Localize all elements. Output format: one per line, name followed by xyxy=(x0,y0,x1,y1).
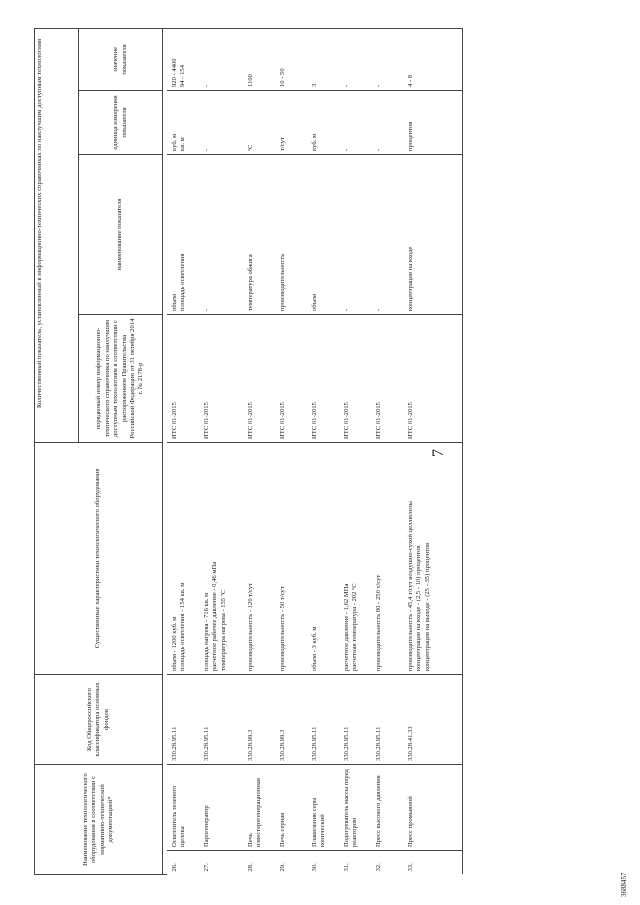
indicator-value: 4 - 8 xyxy=(406,28,463,90)
okof-code: 330.28.99.3 xyxy=(278,674,310,764)
equipment-name: Пресс высокого давления xyxy=(374,764,406,850)
header-indicator-name: наименование показателя xyxy=(79,154,163,314)
row-number: 31. xyxy=(343,863,350,872)
indicator-value: 1100 xyxy=(246,28,278,90)
okof-code: 330.28.41.33 xyxy=(406,674,463,764)
indicator-unit: ºС xyxy=(246,90,278,154)
table-row xyxy=(406,28,463,874)
indicator-value: 920 - 4400 94 - 154 xyxy=(167,28,202,90)
table-row xyxy=(310,28,342,874)
equipment-characteristics: объем - 1200 куб. м площадь осветления - 154 кв. м xyxy=(167,442,202,674)
indicator-unit: - xyxy=(374,90,406,154)
equipment-name: Печь известерегенерационная xyxy=(246,764,278,850)
indicator-unit: - xyxy=(202,90,246,154)
header-okof-code: Код Общероссийского классификатора основных фондов xyxy=(35,674,163,764)
handbook-number: ИТС 01-2015 xyxy=(374,314,406,442)
header-handbook-number: порядковый номер информационно-технического справочника по наилучшим доступным технологиям в соответствии с распоряжением Правительства Российской Федерации от 31 октября 2014 г. № 2178-р xyxy=(79,314,163,442)
indicator-name: производительность xyxy=(278,154,310,314)
header-unit: единица измерения показателя xyxy=(79,90,163,154)
equipment-characteristics: объем - 3 куб. м xyxy=(310,442,342,674)
table-row xyxy=(167,28,202,874)
indicator-name: объем xyxy=(310,154,342,314)
table-row xyxy=(246,28,278,874)
page-number: 7 xyxy=(430,449,447,457)
indicator-unit: - xyxy=(342,90,374,154)
header-equipment-name: Наименование технологического оборудования в соответствии с нормативно-технической документацией* xyxy=(35,764,163,874)
handbook-number: ИТС 01-2015 xyxy=(342,314,374,442)
document-id: 3688457 xyxy=(620,872,628,897)
indicator-unit: процентов xyxy=(406,90,463,154)
table-row xyxy=(374,28,406,874)
row-number: 32. xyxy=(375,863,382,872)
okof-code: 330.28.95.11 xyxy=(167,674,202,764)
equipment-characteristics: производительность 80 - 250 т/сут xyxy=(374,442,406,674)
equipment-characteristics: площадь нагрева - 716 кв. м расчетное рабочее давление - 0,46 мПа температура нагрева - 155 ºС xyxy=(202,442,246,674)
handbook-number: ИТС 01-2015 xyxy=(278,314,310,442)
handbook-number: ИТС 01-2015 xyxy=(310,314,342,442)
indicator-name: - xyxy=(342,154,374,314)
indicator-value: - xyxy=(202,28,246,90)
header-value: значение показателя xyxy=(79,28,163,90)
row-number: 30. xyxy=(311,863,318,872)
row-number: 27. xyxy=(203,863,210,872)
indicator-name: концентрация на входе xyxy=(406,154,463,314)
okof-code: 330.28.95.11 xyxy=(342,674,374,764)
indicator-name: - xyxy=(374,154,406,314)
row-number: 28. xyxy=(247,863,254,872)
handbook-number: ИТС 01-2015 xyxy=(246,314,278,442)
equipment-characteristics: производительность - 45,4 т/сут воздушно-сухой целлюлозы концентрация на входе - (2,5 - 10) процентов концентрация на выходе - (25 - 35) процентов xyxy=(406,442,463,674)
equipment-table xyxy=(34,28,463,875)
handbook-number: ИТС 01-2015 xyxy=(167,314,202,442)
okof-code: 330.28.95.11 xyxy=(374,674,406,764)
indicator-value: - xyxy=(342,28,374,90)
indicator-name: температура обжига xyxy=(246,154,278,314)
okof-code: 330.28.95.11 xyxy=(310,674,342,764)
table-row xyxy=(342,28,374,874)
equipment-name: Печь серная xyxy=(278,764,310,850)
row-number: 26. xyxy=(171,863,178,872)
indicator-unit: куб. м кв. м xyxy=(167,90,202,154)
row-number: 33. xyxy=(406,851,463,875)
equipment-name: Подогреватель массы перед реактором xyxy=(342,764,374,850)
indicator-value: - xyxy=(374,28,406,90)
indicator-value: 3 xyxy=(310,28,342,90)
equipment-name: Осветлитель зеленого щелока xyxy=(167,764,202,850)
equipment-name: Парогенератор xyxy=(202,764,246,850)
equipment-characteristics: производительность - 120 т/сут xyxy=(246,442,278,674)
okof-code: 330.28.99.3 xyxy=(246,674,278,764)
okof-code: 330.28.95.11 xyxy=(202,674,246,764)
equipment-name: Пресс промывной xyxy=(406,764,463,850)
header-characteristics: Существенные характеристики технологического оборудования xyxy=(35,442,163,674)
equipment-characteristics: производительность - 50 т/сут xyxy=(278,442,310,674)
indicator-value: 10 - 50 xyxy=(278,28,310,90)
handbook-number: ИТС 01-2015 xyxy=(406,314,463,442)
handbook-number: ИТС 01-2015 xyxy=(202,314,246,442)
indicator-name: - xyxy=(202,154,246,314)
equipment-name: Плавильник серы конический xyxy=(310,764,342,850)
header-indicator-group: Количественный показатель, установленный в информационно-технических справочниках по наилучшим доступным технологиям xyxy=(35,28,79,442)
indicator-unit: куб. м xyxy=(310,90,342,154)
row-number: 29. xyxy=(279,863,286,872)
indicator-unit: т/сут xyxy=(278,90,310,154)
table-row xyxy=(278,28,310,874)
indicator-name: объем площадь осветления xyxy=(167,154,202,314)
table-row xyxy=(202,28,246,874)
equipment-characteristics: расчетное давление - 1,62 МПа расчетная температура - 202 ºС xyxy=(342,442,374,674)
